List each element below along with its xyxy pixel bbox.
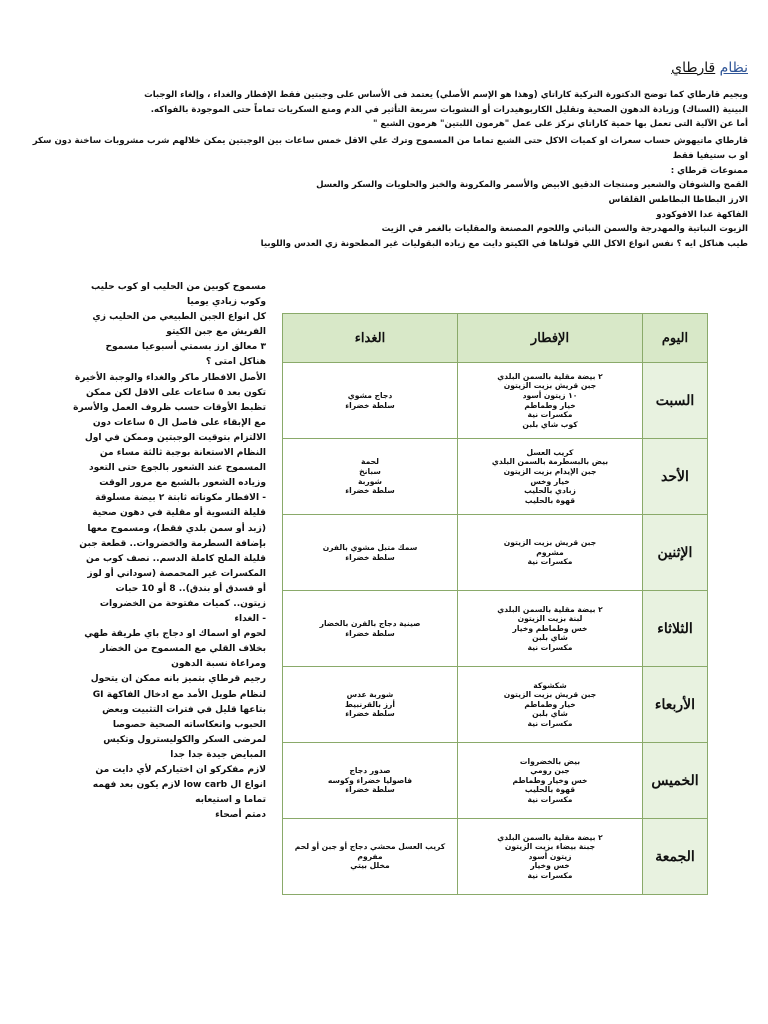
lunch-item: مفروم <box>357 851 383 861</box>
meal-plan-table <box>282 313 708 895</box>
breakfast-item: مكسرات نية <box>527 557 573 567</box>
intro-paragraph: الزيوت النباتية والمهدرجة والسمن النباتي واللحوم المصنعة والمقليات بالغمر في الزيت <box>381 224 748 235</box>
side-note-line: المكسرات غير المحمصة (سوداني أو لوز <box>87 568 266 579</box>
lunch-item: سمك متبل مشوي بالفرن <box>322 542 418 552</box>
intro-paragraph: طيب هناكل ايه ؟ نفس انواع الاكل اللي قولناها في الكيتو دايت مع زياده البقوليات غير المطحونة زي العدس واللوبيا <box>260 239 748 250</box>
side-note-line: هناكل امتى ؟ <box>205 357 266 368</box>
day-cell: الأربعاء <box>643 667 708 743</box>
breakfast-item: جبنة بيضاء بزيت الزيتون <box>504 842 596 852</box>
title-main: نظام <box>719 60 748 76</box>
side-note-line: زيتون.. كميات مفتوحة من الخضروات <box>99 598 266 609</box>
breakfast-item: ٢ بيضة مقلية بالسمن البلدي <box>497 604 603 614</box>
side-note-line: - الافطار مكوناته ثابتة ٢ بيضة مسلوقة <box>95 493 266 504</box>
breakfast-item: قهوة بالحليب <box>524 785 576 795</box>
intro-text <box>28 88 748 252</box>
breakfast-item: لبنة بزيت الزيتون <box>517 614 583 624</box>
breakfast-item: ٢ بيضة مقلية بالسمن البلدي <box>497 371 603 381</box>
side-note-line: لنظام طويل الأمد مع ادخال الفاكهة GI <box>92 689 266 700</box>
lunch-cell <box>283 363 458 439</box>
side-note-line: الفريش مع جبن الكيتو <box>166 327 266 338</box>
lunch-item: سلطة خضراء <box>345 552 395 562</box>
breakfast-cell <box>458 363 643 439</box>
side-note-line: المبايض جيدة جدا جدا <box>170 749 266 760</box>
breakfast-item: خس وطماطم وخيار <box>512 623 588 633</box>
side-note-line: مسموح كوبين من الحليب او كوب حليب <box>91 282 266 292</box>
side-note-line: وزياده الشعور بالشبع مع مرور الوقت <box>99 478 266 489</box>
side-note-line: (زبد أو سمن بلدي فقط)، ومسموح معها <box>87 523 266 534</box>
side-note-line: بتاعها قليل في فترات التثبيت وبعض <box>102 704 266 715</box>
intro-paragraph: الفاكهة عدا الافوكودو <box>656 209 748 220</box>
breakfast-item: زيتون أسود <box>528 851 572 861</box>
breakfast-item: كوب شاي بلبن <box>522 419 578 429</box>
breakfast-item: مكسرات نية <box>527 642 573 652</box>
breakfast-item: خيار وطماطم <box>524 400 576 410</box>
intro-paragraph: ويجيم قارطاي كما توضح الدكتورة التركية كاراتاي (وهذا هو الإسم الأصلي) يعتمد فى الأساس على وجبتين فقط الإفطار والغداء ، وإلغاء الوجبات <box>144 90 748 100</box>
side-note-line: بخلاف القلي مع المسموح من الخضار <box>100 644 266 655</box>
side-note-line: المسموح عند الشعور بالجوع حتى التعود <box>88 463 266 474</box>
side-notes <box>58 280 266 823</box>
table-header-row <box>283 314 708 363</box>
breakfast-item: زبادي بالحليب <box>524 486 576 496</box>
side-note-line: انواع ال low carb لازم يكون بعد فهمه <box>92 780 266 791</box>
side-note-line: بإضافة السطرمة والخضروات.. قطعة جبن <box>79 538 266 549</box>
side-note-line: الالتزام بتوقيت الوجبتين وممكن في اول <box>84 432 266 443</box>
breakfast-item: ٢ بيضة مقلية بالسمن البلدي <box>497 832 603 842</box>
side-note-line: لحوم او اسماك او دجاج باي طريقة طهي <box>84 629 266 640</box>
side-note-line: الأصل الافطار ماكر والغداء والوجبة الأخيرة <box>74 372 266 383</box>
breakfast-item: جبن الإيدام بزيت الزيتون <box>503 466 597 476</box>
table-row <box>283 515 708 591</box>
side-note-line: قليلة الملح كاملة الدسم.. نصف كوب من <box>86 553 266 564</box>
lunch-item: أرز بالقرنبيط <box>345 699 395 709</box>
lunch-item: سلطة خضراء <box>345 628 395 638</box>
header-breakfast: الإفطار <box>458 314 643 363</box>
breakfast-cell <box>458 439 643 515</box>
table-row <box>283 439 708 515</box>
breakfast-cell <box>458 819 643 895</box>
intro-paragraph: الارز البطاطا البطاطس القلقاس <box>608 194 748 205</box>
lunch-cell <box>283 591 458 667</box>
table-row <box>283 363 708 439</box>
title-sub: قارطاي <box>671 60 716 76</box>
header-day: اليوم <box>643 314 708 363</box>
side-note-line: لمرضى السكر والكوليسترول وتكيس <box>103 734 266 745</box>
side-note-line: وكوب زبادي يوميا <box>186 297 266 308</box>
breakfast-item: جبن رومي <box>530 766 570 776</box>
side-note-line: تكون بعد ٥ ساعات على الاقل لكن ممكن <box>86 387 266 398</box>
intro-paragraph: ممنوعات قرطاي : <box>670 165 748 176</box>
lunch-item: سلطة خضراء <box>345 709 395 719</box>
breakfast-item: مكسرات نية <box>527 718 573 728</box>
table-row <box>283 819 708 895</box>
lunch-item: صدور دجاج <box>349 766 391 776</box>
breakfast-item: خيار وطماطم <box>524 699 576 709</box>
breakfast-cell <box>458 591 643 667</box>
intro-paragraph: أما عن الآلية التى تعمل بها حمية كاراتاي نركز على عمل "هرمون اللبتين" هرمون الشبع " <box>372 119 748 130</box>
lunch-cell <box>283 439 458 515</box>
breakfast-item: مكسرات نية <box>527 870 573 880</box>
day-cell: الأحد <box>643 439 708 515</box>
breakfast-item: كريب العسل <box>526 447 574 457</box>
lunch-cell <box>283 515 458 591</box>
day-cell: الثلاثاء <box>643 591 708 667</box>
page-title <box>671 60 748 76</box>
intro-paragraph: القمح والشوفان والشعير ومنتجات الدقيق الابيض والأسمر والمكرونة والخبز والحلويات والسكر والعسل <box>316 180 748 191</box>
breakfast-item: ١٠ زيتون أسود <box>522 390 578 400</box>
lunch-item: صينية دجاج بالفرن بالخضار <box>319 618 421 628</box>
side-note-line: - الغداء <box>234 614 266 625</box>
breakfast-item: بيض بالبسطرمة بالسمن البلدي <box>491 457 609 467</box>
side-note-line: تماما و استيعابه <box>195 795 266 806</box>
lunch-item: كريب العسل محشي دجاج أو جبن أو لحم <box>294 842 446 852</box>
breakfast-item: جبن قريش بزيت الزيتون <box>503 538 597 548</box>
breakfast-item: مكسرات نية <box>527 794 573 804</box>
side-note-line: كل انواع الجبن الطبيعي من الحليب زي <box>92 312 266 323</box>
lunch-item: سلطة خضراء <box>345 400 395 410</box>
breakfast-item: شاي بلبن <box>532 709 568 719</box>
side-note-line: دمتم أصحاء <box>215 810 266 821</box>
lunch-item: شوربة <box>357 476 383 486</box>
breakfast-cell <box>458 515 643 591</box>
lunch-cell <box>283 743 458 819</box>
day-cell: الجمعة <box>643 819 708 895</box>
side-note-line: قليلة التسوية أو مقلية في دهون صحية <box>92 508 266 519</box>
table-row <box>283 743 708 819</box>
side-note-line: تظبط الأوقات حسب ظروف العمل والأسرة <box>73 402 266 413</box>
lunch-cell <box>283 667 458 743</box>
breakfast-item: شاي بلبن <box>532 633 568 643</box>
table-row <box>283 591 708 667</box>
lunch-item: سلطة خضراء <box>345 785 395 795</box>
breakfast-item: مكسرات نية <box>527 410 573 420</box>
breakfast-item: خس وخيار <box>530 861 570 871</box>
breakfast-item: خس وخيار وطماطم <box>512 775 588 785</box>
breakfast-item: شكشوكة <box>533 680 567 690</box>
day-cell: الخميس <box>643 743 708 819</box>
day-cell: الإثنين <box>643 515 708 591</box>
lunch-cell <box>283 819 458 895</box>
intro-paragraph: قارطاي ماتيهوش حساب سعرات او كميات الاكل حتى الشبع تماما من المسموح وترك علي الاقل خمس ساعات بين الوجبتين يمكن خلالهم شرب مشروبات ساخنة دون سكر او ب ستيفيا فقط <box>32 136 748 161</box>
header-lunch: الغداء <box>283 314 458 363</box>
lunch-item: فاصوليا خضراء وكوسه <box>327 775 413 785</box>
side-note-line: أو فسدق أو بندق).. 8 أو 10 حبات <box>115 583 266 594</box>
side-note-line: ٣ معالق ارز بسمتي أسبوعيا مسموح <box>105 342 266 353</box>
breakfast-item: جبن قريش بزيت الزيتون <box>503 690 597 700</box>
breakfast-item: قهوة بالحليب <box>524 495 576 505</box>
side-note-line: رجيم قرطاي بتميز بانه ممكن ان يتحول <box>90 674 266 685</box>
side-note-line: مع الإبقاء على فاصل ال ٥ ساعات دون <box>92 417 266 428</box>
breakfast-item: مشروم <box>536 547 564 557</box>
table-row <box>283 667 708 743</box>
lunch-item: سبانخ <box>359 466 381 476</box>
lunch-item: دجاج مشوي <box>347 390 393 400</box>
intro-paragraph: البينية (السناك) وزيادة الدهون الصحية وتقليل الكاربوهيدرات أو النشويات سريعة التأثير في الدم ومنع السكريات تماماً حتى الموجودة بالفواكه. <box>150 104 748 115</box>
side-note-line: الحبوب وانعكاساته الصحية حصوصا <box>112 719 266 730</box>
lunch-item: لحمة <box>360 457 380 467</box>
breakfast-item: خيار وخس <box>530 476 570 486</box>
breakfast-cell <box>458 743 643 819</box>
day-cell: السبت <box>643 363 708 439</box>
breakfast-item: بيض بالخضروات <box>519 756 581 766</box>
breakfast-cell <box>458 667 643 743</box>
breakfast-item: جبن قريش بزيت الزيتون <box>503 381 597 391</box>
lunch-item: شوربة عدس <box>346 690 394 700</box>
lunch-item: سلطة خضراء <box>345 486 395 496</box>
side-note-line: ومراعاة نسبة الدهون <box>171 659 266 670</box>
lunch-item: مخلل بيتي <box>350 861 390 871</box>
side-note-line: النظام الاستعانة بوجبة ثالثة مساء من <box>99 448 266 459</box>
side-note-line: لازم مفكركو ان اختياركم لأي دايت من <box>95 765 266 775</box>
